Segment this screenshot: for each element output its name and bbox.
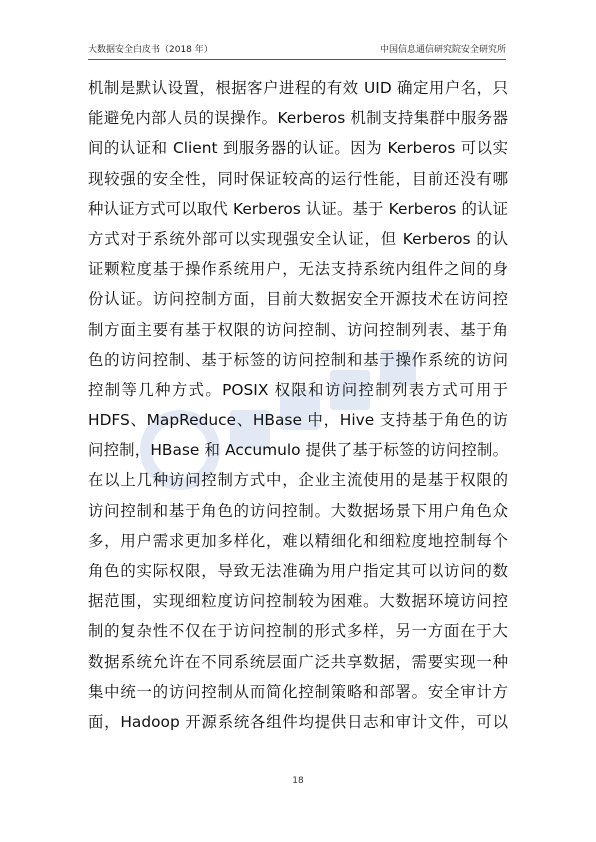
body-line: 色的访问控制、基于标签的访问控制和基于操作系统的访问 [88,350,508,369]
body-line: 问控制，HBase 和 Accumulo 提供了基于标签的访问控制。 [88,441,508,460]
body-line: 面，Hadoop 开源系统各组件均提供日志和审计文件，可以 [88,712,508,731]
header-document-title: 大数据安全白皮书（2018 年） [88,45,213,55]
page-header [88,43,506,57]
body-line: 集中统一的访问控制从而简化控制策略和部署。安全审计方 [88,682,508,701]
body-line: HDFS、MapReduce、HBase 中，Hive 支持基于角色的访 [88,411,508,430]
body-line: 数据系统允许在不同系统层面广泛共享数据，需要实现一种 [88,652,508,671]
header-divider [88,59,506,60]
body-line: 间的认证和 Client 到服务器的认证。因为 Kerberos 可以实 [88,139,508,158]
body-line: 制方面主要有基于权限的访问控制、访问控制列表、基于角 [88,320,508,339]
body-line: 机制是默认设置，根据客户进程的有效 UID 确定用户名，只 [88,79,508,97]
body-line: 访问控制和基于角色的访问控制。大数据场景下用户角色众 [88,501,508,520]
body-line: 角色的实际权限，导致无法准确为用户指定其可以访问的数 [88,562,508,580]
body-line: 证颗粒度基于操作系统用户，无法支持系统内组件之间的身 [88,260,508,279]
body-line: 据范围，实现细粒度访问控制较为困难。大数据环境访问控 [88,592,508,611]
header-organization: 中国信息通信研究院安全研究所 [379,45,506,55]
body-paragraph [88,73,508,737]
body-line: 能避免内部人员的误操作。Kerberos 机制支持集群中服务器 [88,109,508,128]
body-line: 控制等几种方式。POSIX 权限和访问控制列表方式可用于 [88,380,508,399]
body-line: 种认证方式可以取代 Kerberos 认证。基于 Kerberos 的认证 [88,199,508,218]
page-number: 18 [292,776,304,786]
body-line: 现较强的安全性，同时保证较高的运行性能，目前还没有哪 [88,169,508,188]
body-line: 份认证。访问控制方面，目前大数据安全开源技术在访问控 [88,290,508,309]
body-line: 方式对于系统外部可以实现强安全认证，但 Kerberos 的认 [88,229,508,248]
body-line: 制的复杂性不仅在于访问控制的形式多样，另一方面在于大 [88,622,508,641]
body-line: 多，用户需求更加多样化，难以精细化和细粒度地控制每个 [88,531,508,550]
body-line: 在以上几种访问控制方式中，企业主流使用的是基于权限的 [88,471,508,490]
